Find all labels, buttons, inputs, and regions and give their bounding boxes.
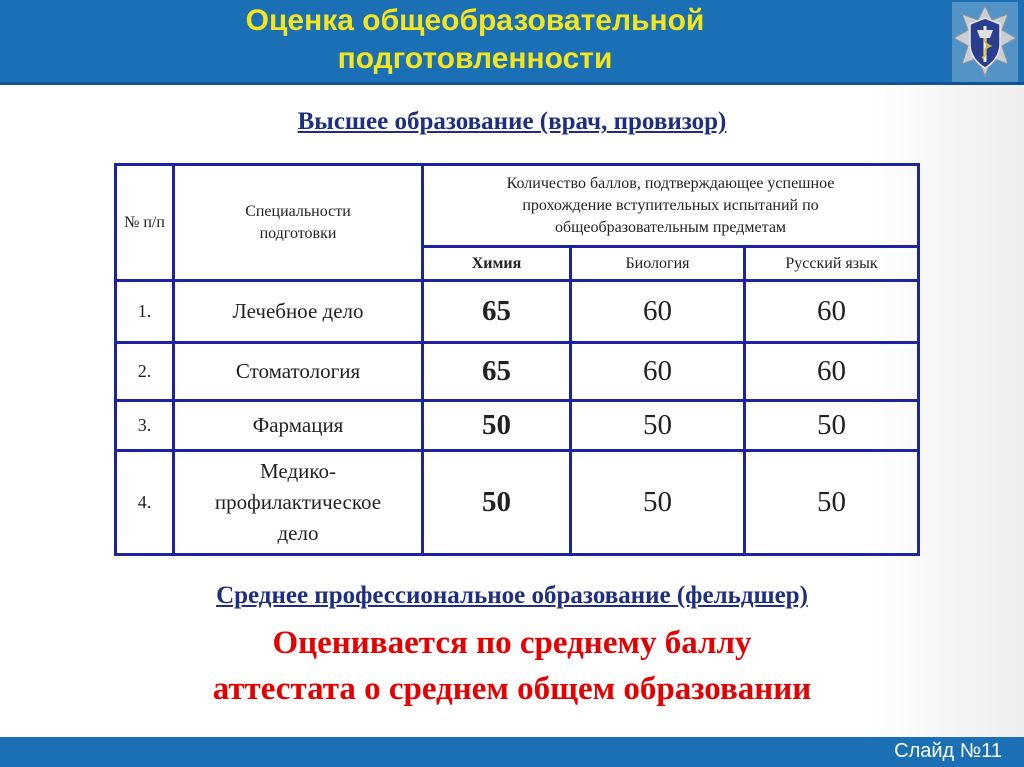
- header-specialty: [174, 165, 423, 281]
- row-biology-score: 60: [571, 343, 745, 400]
- row-biology-score: 60: [571, 281, 745, 343]
- row-specialty: [174, 281, 423, 343]
- row-specialty-line: Фармация: [252, 412, 344, 437]
- row-number: 3.: [116, 400, 174, 450]
- row-specialty-line: Лечебное дело: [232, 299, 364, 324]
- row-chemistry-score: 65: [423, 343, 571, 400]
- table-row: [116, 400, 919, 450]
- scores-table: [114, 163, 920, 556]
- page-title-line1: Оценка общеобразовательной: [245, 4, 705, 37]
- note-line1: Оценивается по среднему баллу: [272, 625, 752, 661]
- secondary-education-title: Среднее профессиональное образование (фельдшер): [216, 582, 808, 609]
- row-specialty-line: Медико-: [260, 458, 336, 483]
- page-title-line2: подготовленности: [337, 42, 613, 75]
- row-chemistry-score: 50: [423, 450, 571, 554]
- row-russian-score: 60: [745, 281, 919, 343]
- row-number: 2.: [116, 343, 174, 400]
- row-biology-score: 50: [571, 450, 745, 554]
- row-chemistry-score: 65: [423, 281, 571, 343]
- row-specialty-line: дело: [277, 520, 319, 545]
- note-line2: аттестата о среднем общем образовании: [212, 671, 812, 707]
- row-specialty: [174, 343, 423, 400]
- row-specialty-line: профилактическое: [214, 489, 382, 514]
- page-title: [130, 2, 820, 78]
- secondary-education-note: [0, 620, 1024, 712]
- header-russian: Русский язык: [745, 247, 919, 281]
- header-score-group-line2: прохождение вступительных испытаний по: [522, 196, 819, 214]
- header-score-group: [423, 165, 919, 247]
- header-score-group-line3: общеобразовательным предметам: [554, 218, 787, 236]
- header-num: № п/п: [116, 165, 174, 281]
- header-score-group-line1: Количество баллов, подтверждающее успешное: [506, 174, 835, 192]
- header-chemistry: Химия: [423, 247, 571, 281]
- header-biology: Биология: [571, 247, 745, 281]
- header-divider: [0, 82, 1024, 85]
- row-russian-score: 50: [745, 450, 919, 554]
- footer-bar: [0, 737, 1024, 767]
- header-bar: [0, 0, 1024, 85]
- row-specialty-line: Стоматология: [235, 359, 361, 383]
- table-row: [116, 281, 919, 343]
- table-row: [116, 450, 919, 554]
- higher-education-title: Высшее образование (врач, провизор): [297, 108, 727, 135]
- row-number: 1.: [116, 281, 174, 343]
- row-russian-score: 50: [745, 400, 919, 450]
- table-row: [116, 343, 919, 400]
- header-specialty-line2: подготовки: [259, 224, 337, 242]
- row-number: 4.: [116, 450, 174, 554]
- row-russian-score: 60: [745, 343, 919, 400]
- row-specialty: [174, 400, 423, 450]
- slide-number-label: Слайд №11: [894, 740, 1002, 762]
- row-chemistry-score: 50: [423, 400, 571, 450]
- row-biology-score: 50: [571, 400, 745, 450]
- row-specialty: [174, 450, 423, 554]
- header-specialty-line1: Специальности: [245, 202, 351, 220]
- academy-emblem-icon: [952, 2, 1018, 82]
